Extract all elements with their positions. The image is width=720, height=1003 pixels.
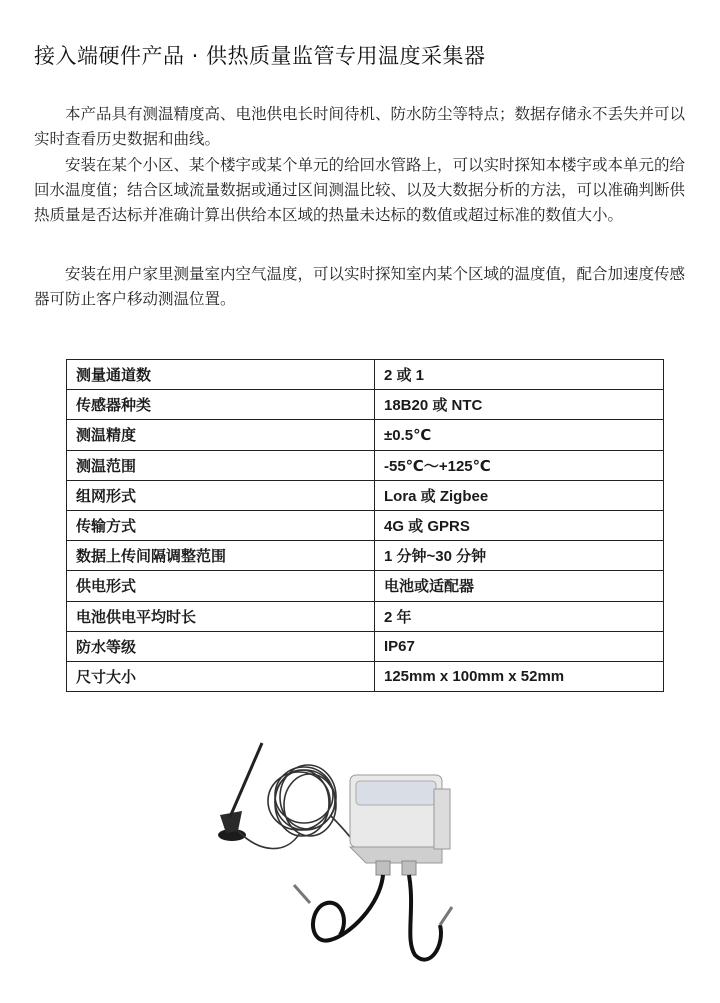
spec-row	[67, 420, 664, 450]
spec-row	[67, 661, 664, 691]
spec-value: 125mm x 100mm x 52mm	[375, 661, 664, 691]
intro-paragraph-2: 安装在某个小区、某个楼宇或某个单元的给回水管路上，可以实时探知本楼宇或本单元的给回水温度值；结合区域流量数据或通过区间测温比较、以及大数据分析的方法，可以准确判断供热质量是否达标并准确计算出供给本区域的热量未达标的数值或超过标准的数值大小。	[34, 156, 686, 224]
spec-key: 电池供电平均时长	[67, 601, 375, 631]
spec-value: -55℃～+125℃	[375, 450, 664, 480]
spec-row	[67, 450, 664, 480]
spec-row	[67, 571, 664, 601]
spec-key: 尺寸大小	[67, 661, 375, 691]
product-photo	[190, 735, 490, 975]
page-title: 接入端硬件产品 · 供热质量监管专用温度采集器	[34, 44, 486, 68]
spec-value: IP67	[375, 631, 664, 661]
spec-value: ±0.5℃	[375, 420, 664, 450]
spec-key: 传输方式	[67, 510, 375, 540]
spec-value: 电池或适配器	[375, 571, 664, 601]
spec-key: 组网形式	[67, 480, 375, 510]
spec-key: 测温范围	[67, 450, 375, 480]
spec-table	[66, 359, 664, 692]
spec-row	[67, 480, 664, 510]
spec-row	[67, 510, 664, 540]
spec-value: 18B20 或 NTC	[375, 390, 664, 420]
spec-value: 1 分钟~30 分钟	[375, 541, 664, 571]
spec-key: 测量通道数	[67, 360, 375, 390]
spec-key: 供电形式	[67, 571, 375, 601]
spec-value: Lora 或 Zigbee	[375, 480, 664, 510]
spec-row	[67, 541, 664, 571]
intro-paragraph-3: 安装在用户家里测量室内空气温度，可以实时探知室内某个区域的温度值，配合加速度传感器可防止客户移动测温位置。	[34, 265, 686, 308]
spec-value: 2 或 1	[375, 360, 664, 390]
spec-key: 数据上传间隔调整范围	[67, 541, 375, 571]
spec-value: 4G 或 GPRS	[375, 510, 664, 540]
spec-row	[67, 360, 664, 390]
spec-row	[67, 601, 664, 631]
spec-key: 传感器种类	[67, 390, 375, 420]
spec-value: 2 年	[375, 601, 664, 631]
spec-row	[67, 631, 664, 661]
spec-key: 测温精度	[67, 420, 375, 450]
spec-row	[67, 390, 664, 420]
spec-key: 防水等级	[67, 631, 375, 661]
intro-paragraph-1: 本产品具有测温精度高、电池供电长时间待机、防水防尘等特点；数据存储永不丢失并可以实时查看历史数据和曲线。	[34, 105, 686, 148]
